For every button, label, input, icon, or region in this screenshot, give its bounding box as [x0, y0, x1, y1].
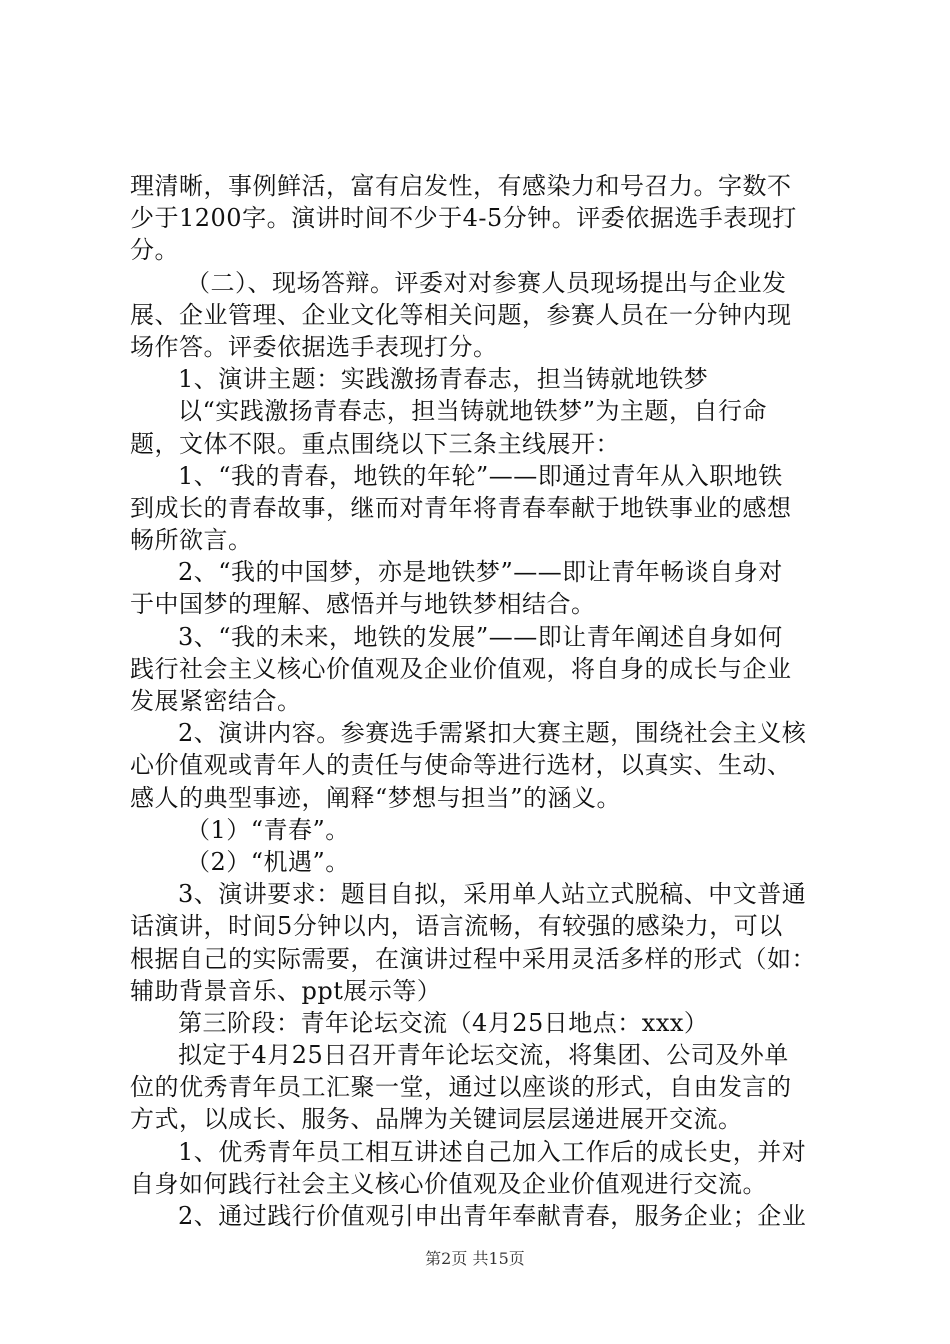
text-line: 以“实践激扬青春志，担当铸就地铁梦”为主题，自行命	[178, 397, 768, 426]
text-line: 位的优秀青年员工汇聚一堂，通过以座谈的形式，自由发言的	[130, 1073, 792, 1102]
text-line: 1、演讲主题：实践激扬青春志，担当铸就地铁梦	[178, 365, 709, 394]
text-line: 1、优秀青年员工相互讲述自己加入工作后的成长史，并对	[178, 1137, 807, 1166]
text-line: 理清晰，事例鲜活，富有启发性，有感染力和号召力。字数不	[130, 172, 792, 200]
text-line: 于中国梦的理解、感悟并与地铁梦相结合。	[130, 590, 596, 619]
text-line: 方式，以成长、服务、品牌为关键词层层递进展开交流。	[130, 1105, 743, 1134]
text-line: 2、演讲内容。参赛选手需紧扣大赛主题，围绕社会主义核	[178, 719, 807, 748]
text-line: 第三阶段：青年论坛交流（4月25日地点：xxx）	[178, 1008, 709, 1037]
text-line: 根据自己的实际需要，在演讲过程中采用灵活多样的形式（如：	[130, 944, 816, 973]
text-line: 践行社会主义核心价值观及企业价值观，将自身的成长与企业	[130, 654, 792, 683]
text-line: 拟定于4月25日召开青年论坛交流，将集团、公司及外单	[178, 1041, 789, 1070]
text-line: 分。	[130, 236, 179, 265]
text-line: 感人的典型事迹，阐释“梦想与担当”的涵义。	[130, 783, 622, 812]
text-line: （2）“机遇”。	[186, 847, 350, 876]
text-line: 话演讲，时间5分钟以内，语言流畅，有较强的感染力，可以	[130, 912, 783, 941]
text-line: 3、演讲要求：题目自拟，采用单人站立式脱稿、中文普通	[178, 880, 807, 909]
text-line: （二）、现场答辩。评委对对参赛人员现场提出与企业发	[186, 268, 787, 297]
text-line: 场作答。评委依据选手表现打分。	[130, 332, 498, 361]
text-line: 心价值观或青年人的责任与使命等进行选材，以真实、生动、	[130, 751, 792, 780]
document-body	[130, 170, 835, 1232]
text-line: 辅助背景音乐、ppt展示等）	[130, 976, 442, 1005]
text-line: （1）“青春”。	[186, 815, 350, 844]
text-line: 题，文体不限。重点围绕以下三条主线展开：	[130, 429, 620, 458]
text-line: 自身如何践行社会主义核心价值观及企业价值观进行交流。	[130, 1169, 767, 1198]
text-line: 少于1200字。演讲时间不少于4-5分钟。评委依据选手表现打	[130, 204, 797, 233]
text-line: 2、“我的中国梦，亦是地铁梦”——即让青年畅谈自身对	[178, 558, 783, 587]
text-line: 2、通过践行价值观引申出青年奉献青春，服务企业；企业	[178, 1202, 807, 1230]
text-line: 展、企业管理、企业文化等相关问题，参赛人员在一分钟内现	[130, 300, 792, 329]
text-line: 3、“我的未来，地铁的发展”——即让青年阐述自身如何	[178, 622, 783, 651]
text-line: 发展紧密结合。	[130, 687, 302, 715]
page-number-footer: 第2页 共15页	[425, 1249, 525, 1268]
text-line: 到成长的青春故事，继而对青年将青春奉献于地铁事业的感想	[130, 493, 792, 522]
text-line: 畅所欲言。	[130, 526, 253, 555]
text-line: 1、“我的青春，地铁的年轮”——即通过青年从入职地铁	[178, 461, 783, 490]
